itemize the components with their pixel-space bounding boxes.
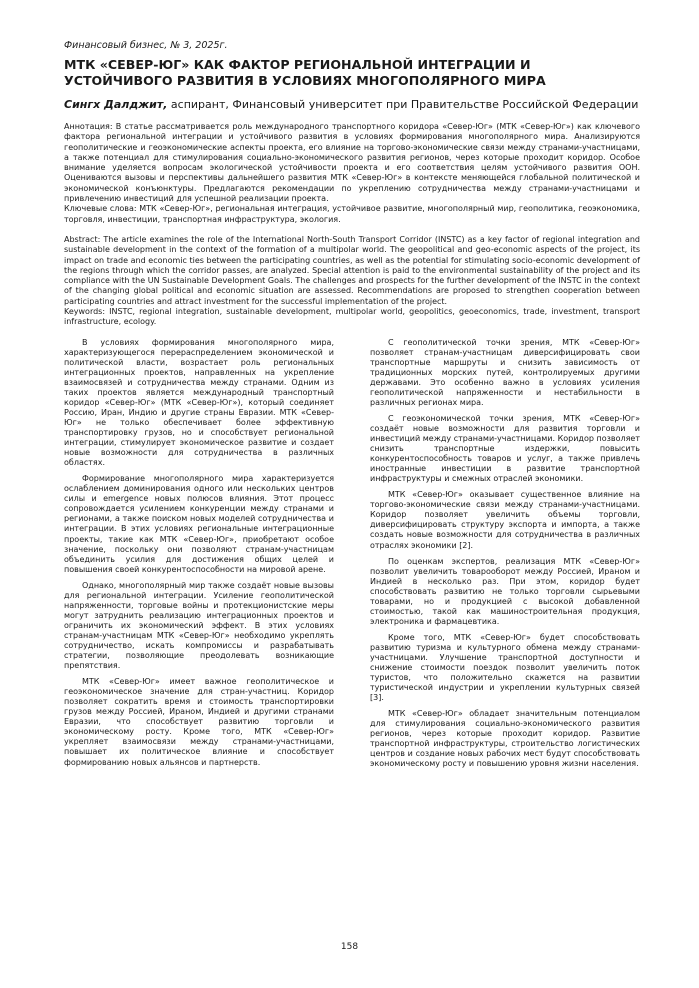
author-affiliation: аспирант, Финансовый университет при Правительстве Российской Федерации	[167, 98, 639, 111]
body-paragraph: По оценкам экспертов, реализация МТК «Север-Юг» позволит увеличить товарооборот между Россией, Ираном и Индией в несколько раз. При этом, коридор будет способствовать развитию не только торговли сырьевыми товарами, но и продукцией с высокой добавленной стоимостью, такой как машиностроительная продукция, электроника и фармацевтика.	[370, 556, 640, 626]
abstract-ru: Аннотация: В статье рассматривается роль международного транспортного коридора «Север-Юг» (МТК «Север-Юг») как ключевого фактора региональной интеграции и устойчивого развития в условиях формирования многополярного мира. Анализируются геополитические и геоэкономические аспекты проекта, его влияние на торгово-экономические связи между странами-участницами, а также потенциал для стимулирования социально-экономического развития регионов, через которые проходит коридор. Особое внимание уделяется вопросам экологической устойчивости проекта и его соответствия целям устойчивого развития ООН. Оцениваются вызовы и перспективы дальнейшего развития МТК «Север-Юг» в контексте меняющейся глобальной политической и экономической конъюнктуры. Предлагаются рекомендации по укреплению сотрудничества между странами-участницами и привлечению инвестиций для успешной реализации проекта.	[64, 122, 640, 204]
body-paragraph: С геополитической точки зрения, МТК «Север-Юг» позволяет странам-участницам диверсифицировать свои транспортные маршруты и снизить зависимость от традиционных морских путей, контролируемых другими державами. Это особенно важно в условиях усиления геополитической напряженности и нестабильности в различных регионах мира.	[370, 337, 640, 407]
body-paragraph: С геоэкономической точки зрения, МТК «Север-Юг» создаёт новые возможности для развития торговли и инвестиций между странами-участницами. Коридор позволяет снизить транспортные издержки, повысить конкурентоспособность товаров и услуг, а также привлечь иностранные инвестиции в развитие транспортной инфраструктуры и смежных отраслей экономики.	[370, 413, 640, 484]
body-columns	[64, 338, 640, 776]
body-paragraph: МТК «Север-Юг» имеет важное геополитическое и геоэкономическое значение для стран-участниц. Коридор позволяет сократить время и стоимость транспортировки грузов между Россией, Ираном, Индией и другими странами Евразии, что способствует развитию торговли и экономическому росту. Кроме того, МТК «Север-Юг» укрепляет взаимосвязи между странами-участницами, повышает их политическое влияние и способствует формированию новых альянсов и партнерств.	[64, 677, 334, 767]
body-paragraph: В условиях формирования многополярного мира, характеризующегося перераспределением экономической и политической власти, возрастает роль региональных интеграционных проектов, направленных на укрепление взаимосвязей и сотрудничества между странами. Одним из таких проектов является международный транспортный коридор «Север-Юг» (МТК «Север-Юг»), который соединяет Россию, Иран, Индию и другие страны Евразии. МТК «Север-Юг» не только обеспечивает более эффективную транспортировку грузов, но и способствует региональной интеграции, стимулирует экономическое развитие и создает новые возможности для сотрудничества в различных областях.	[64, 337, 334, 468]
author-name: Сингх Далджит,	[64, 98, 168, 111]
article-title: МТК «СЕВЕР-ЮГ» КАК ФАКТОР РЕГИОНАЛЬНОЙ ИНТЕГРАЦИИ И УСТОЙЧИВОГО РАЗВИТИЯ В УСЛОВИЯХ МНОГОПОЛЯРНОГО МИРА	[64, 57, 546, 88]
left-column	[64, 338, 334, 776]
keywords-en: Keywords: INSTC, regional integration, sustainable development, multipolar world, geopolitics, geoeconomics, trade, investment, transport infrastructure, ecology.	[64, 307, 640, 327]
body-paragraph: МТК «Север-Юг» обладает значительным потенциалом для стимулирования социально-экономического развития регионов, через которые проходит коридор. Развитие транспортной инфраструктуры, строительство логистических центров и создание новых рабочих мест будут способствовать экономическому росту и повышению уровня жизни населения.	[370, 709, 640, 769]
body-paragraph: Кроме того, МТК «Север-Юг» будет способствовать развитию туризма и культурного обмена между странами-участницами. Улучшение транспортной доступности и снижение стоимости поездок позволит увеличить поток туристов, что положительно скажется на развитии туристической индустрии и укреплении культурных связей [3].	[370, 632, 640, 703]
right-column	[370, 338, 640, 776]
keywords-ru: Ключевые слова: МТК «Север-Юг», региональная интеграция, устойчивое развитие, многополярный мир, геополитика, геоэкономика, торговля, инвестиции, транспортная инфраструктура, экология.	[64, 204, 640, 224]
abstract-en: Abstract: The article examines the role of the International North-South Transport Corridor (INSTC) as a key factor of regional integration and sustainable development in the context of the formation of a multipolar world. The geopolitical and geo-economic aspects of the project, its impact on trade and economic ties between the participating countries, as well as the potential for stimulating socio-economic development of the regions through which the corridor passes, are analyzed. Special attention is paid to the environmental sustainability of the project and its compliance with the UN Sustainable Development Goals. The challenges and prospects for the further development of the INSTC in the context of the changing global political and economic situation are assessed. Recommendations are proposed to strengthen cooperation between participating countries and attract investment for the successful implementation of the project.	[64, 234, 640, 306]
article-page	[64, 40, 640, 776]
body-paragraph: Формирование многополярного мира характеризуется ослаблением доминирования одного или нескольких центров силы и emergence новых полюсов влияния. Этот процесс сопровождается усилением конкуренции между странами и регионами, а также поиском новых моделей сотрудничества и интеграции. В этих условиях региональные интеграционные проекты, такие как МТК «Север-Юг», приобретают особое значение, поскольку они позволяют странам-участницам объединить усилия для достижения общих целей и повышения своей конкурентоспособности на мировой арене.	[64, 474, 334, 574]
page-number: 158	[340, 942, 359, 952]
body-paragraph: МТК «Север-Юг» оказывает существенное влияние на торгово-экономические связи между странами-участницами. Коридор позволяет увеличить объемы торговли, диверсифицировать структуру экспорта и импорта, а также создать новые возможности для сотрудничества в различных отраслях экономики [2].	[370, 490, 640, 550]
body-paragraph: Однако, многополярный мир также создаёт новые вызовы для региональной интеграции. Усиление геополитической напряженности, торговые войны и протекционистские меры могут затруднить реализацию интеграционных проектов и ограничить их экономический эффект. В этих условиях странам-участницам МТК «Север-Юг» необходимо укреплять сотрудничество, искать компромиссы и разрабатывать стратегии, позволяющие преодолевать возникающие препятствия.	[64, 580, 334, 671]
author-line	[64, 97, 640, 112]
journal-header: Финансовый бизнес, № 3, 2025г.	[64, 40, 228, 51]
